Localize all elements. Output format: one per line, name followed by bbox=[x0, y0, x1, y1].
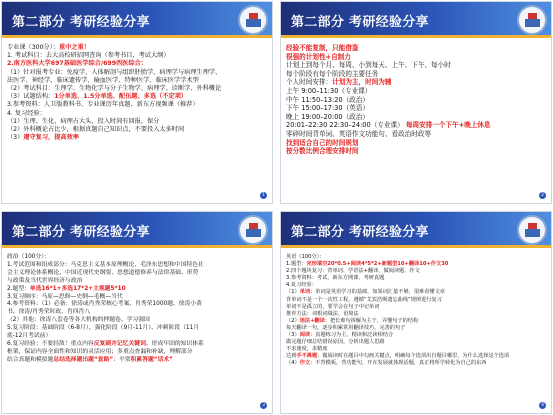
text-run: 完形填空20*0.5+阅读4*5*2+新题型10+翻译10+作文30 bbox=[306, 261, 449, 268]
slide-header bbox=[2, 2, 272, 38]
text-run: 结合真题和模拟题 bbox=[7, 356, 54, 363]
body-line bbox=[7, 60, 268, 68]
text-run: 推荐方法：词根词缀法、语境法 bbox=[286, 310, 359, 317]
body-line bbox=[286, 325, 547, 332]
text-run: 每个阶段有每个阶段的主要任务 bbox=[286, 69, 379, 78]
text-run: 3.参考资料：考试、新东方网课、考研真题 bbox=[286, 275, 385, 282]
body-line bbox=[7, 286, 268, 294]
text-run: 计划上到每个月、每周、小到每天、上午、下午、每小时 bbox=[286, 61, 451, 70]
university-logo-icon bbox=[238, 5, 268, 35]
body-line bbox=[286, 318, 547, 325]
body-line bbox=[286, 44, 547, 53]
text-run: 政治（100分）： bbox=[7, 254, 50, 260]
text-run: 1.考试范围和组成部分：马克思主义基本原理概论、毛泽东思想和中国特色社 bbox=[7, 261, 204, 268]
text-run: 总结选择题出题“套路” bbox=[53, 356, 114, 363]
body-line bbox=[7, 333, 268, 341]
body-line bbox=[286, 53, 547, 62]
text-run: 单词不是孤立的，要学会在句子中记单词 bbox=[286, 303, 380, 310]
slide-title: 第二部分 考研经验分享 bbox=[12, 15, 150, 30]
text-run: 每周安排一个下午+晚上休息 bbox=[403, 121, 491, 130]
body-line bbox=[286, 360, 547, 367]
page-number: 4 bbox=[539, 402, 546, 409]
text-run: 6.复习经验：不要轻敌！重点内容 bbox=[7, 340, 94, 347]
university-logo-icon bbox=[517, 5, 547, 35]
text-run: 零碎时间背单词、英语作文功能句、看政治时政等 bbox=[286, 129, 432, 138]
text-run: ：单词是英语学习的基础，如果词汇量不够，很难看懂文章 bbox=[310, 289, 445, 296]
text-run: 4. 复习经验： bbox=[7, 109, 46, 117]
body-line bbox=[7, 69, 268, 77]
body-line bbox=[286, 297, 547, 304]
page-number: 2 bbox=[539, 192, 546, 199]
body-line bbox=[286, 61, 547, 70]
body-line bbox=[286, 275, 547, 282]
text-run: 不求速度，求精度 bbox=[286, 346, 328, 353]
university-logo-icon bbox=[517, 215, 547, 245]
text-run: 语法+翻译 bbox=[299, 317, 325, 324]
text-run: 4.复习经验： bbox=[286, 282, 317, 289]
slide-title: 第二部分 考研经验分享 bbox=[291, 15, 429, 30]
page-number: 3 bbox=[260, 402, 267, 409]
text-run: 背单词不是一个一次性工程，遵循“艾宾浩斯遗忘曲线”规律进行复习 bbox=[286, 296, 442, 303]
text-run: 个人时间安排： bbox=[286, 78, 333, 87]
body-line bbox=[7, 317, 268, 325]
text-run: （2）考试科目：生理学、生物化学与分子生物学、病理学、诊断学、外科概论 bbox=[7, 85, 222, 93]
text-run: （1）生理、生化、病理占大头，投入时间有回报，保分 bbox=[7, 117, 160, 125]
text-run: ：把长难句拆解为主干，弄懂句子的结构 bbox=[324, 317, 419, 324]
body-line bbox=[7, 341, 268, 349]
body-line bbox=[7, 278, 268, 286]
slide-title: 第二部分 考研经验分享 bbox=[12, 225, 150, 240]
body-line bbox=[7, 118, 268, 126]
text-run: 3.参考资料：人卫版教科书、专业课历年真题、新东方视频课（推荐） bbox=[7, 101, 199, 109]
body-line bbox=[7, 85, 268, 93]
text-run: 中午 11:50–13:20（政治） bbox=[286, 95, 369, 104]
text-run: 手不离题 bbox=[296, 353, 318, 360]
body-line bbox=[7, 101, 268, 109]
text-run: 书、徐涛/肖秀荣时政、肖四肖八 bbox=[7, 309, 91, 316]
text-run: ：做阅读时在题目中勾画关键点，明确每个选项出自题目哪里，为什么选择这个选项 bbox=[317, 353, 510, 360]
text-run: 遵守复习，提高效率 bbox=[23, 134, 79, 142]
text-run: 积累答题“话术” bbox=[130, 356, 173, 363]
text-run: 20:01–22:30 22:30–24:00（专业课） bbox=[286, 121, 404, 130]
text-run: 5.复习阶段：基础阶段（6-8月）、强化阶段（9月-11月）、冲刺阶段（11月 bbox=[7, 325, 200, 332]
text-run: ：平常 bbox=[113, 356, 131, 363]
text-run: 很强的计划性+自制力 bbox=[286, 52, 351, 61]
text-run: 做完题仔细总结错误原因，分析出题人思路 bbox=[286, 339, 385, 346]
text-run: 1.题型： bbox=[286, 261, 307, 268]
text-run: （1）针对报考专业：免疫学、人体解剖与组织胚胎学、病理学与病理生理学、 bbox=[7, 68, 222, 76]
header-stripe bbox=[281, 245, 551, 248]
text-run: 3.复习顺序：马原—思修—史纲—毛概—当代 bbox=[7, 293, 123, 300]
text-run: 底-12月考试前） bbox=[7, 333, 52, 340]
body-line bbox=[7, 325, 268, 333]
text-run: 重中之重！ bbox=[59, 44, 90, 51]
text-run: 上午 9:00–11:30（专业课） bbox=[286, 86, 372, 95]
text-run: 。形成牢固的知识体系 bbox=[145, 340, 204, 347]
header-stripe bbox=[2, 245, 272, 248]
header-stripe bbox=[2, 35, 272, 38]
slide-1[interactable] bbox=[1, 1, 273, 204]
text-run: （3） bbox=[286, 332, 300, 339]
text-run: 英语（100分）： bbox=[286, 254, 325, 260]
page-number: 1 bbox=[260, 192, 267, 199]
text-run: （2）其他：徐涛八套卷等各大机构的押题卷、学习强国 bbox=[7, 317, 150, 324]
slide-4[interactable] bbox=[280, 211, 552, 414]
body-line bbox=[7, 77, 268, 85]
slide-header bbox=[281, 2, 551, 38]
text-run: 反复刷并记忆关键词 bbox=[93, 340, 146, 347]
slide-body bbox=[7, 44, 268, 142]
text-run: 经验不能复制，只能借鉴 bbox=[286, 44, 359, 52]
body-line bbox=[286, 311, 547, 318]
slide-body bbox=[286, 254, 547, 368]
text-run: 找到适合自己的时间规划 bbox=[286, 138, 359, 147]
slide-title: 第二部分 考研经验分享 bbox=[291, 225, 429, 240]
text-run: 专业课（300分）： bbox=[7, 44, 60, 51]
slide-3[interactable] bbox=[1, 211, 273, 414]
body-line bbox=[286, 104, 547, 113]
body-line bbox=[286, 147, 547, 156]
text-run: ：不背模板，背功能句，开在发展就体现话题，真正将所学转化为自己的东西 bbox=[310, 360, 487, 367]
text-run: 会主义理论体系概论、中国近现代史纲要、思想道德修养与法律基础、形势 bbox=[7, 269, 199, 276]
text-run: （4） bbox=[286, 360, 300, 367]
text-run: ：真题练习为主，精读和泛读相结合 bbox=[310, 332, 394, 339]
text-run: 下午 15:00–17:30（英语） bbox=[286, 104, 369, 113]
text-run: （1） bbox=[286, 289, 300, 296]
text-run: 与政策及当代世界经济与政治 bbox=[7, 277, 83, 284]
body-line bbox=[286, 87, 547, 96]
body-line bbox=[7, 254, 268, 262]
body-line bbox=[7, 357, 268, 365]
text-run: （2）外科概论占比少，根据真题自己知识点，不要投入太多时间 bbox=[7, 126, 185, 134]
slide-header bbox=[2, 212, 272, 248]
text-run: （3）试题结构： bbox=[7, 93, 55, 101]
text-run: 4.参考资料：（1）必备：徐涛或肖秀荣核心考案、肖秀荣1000题、徐涛小黄 bbox=[7, 301, 202, 308]
body-line bbox=[286, 130, 547, 139]
body-line bbox=[7, 126, 268, 134]
body-line bbox=[286, 121, 547, 130]
body-line bbox=[7, 110, 268, 118]
text-run: 作文 bbox=[299, 360, 311, 367]
text-run: 每天翻译一句，逐步积累常用翻译技巧，完善的句子 bbox=[286, 324, 406, 331]
body-line bbox=[286, 96, 547, 105]
slide-body bbox=[286, 44, 547, 156]
text-run: 2.四个题块复习：背单词、学语法+翻译、做阅读题、作文 bbox=[286, 268, 420, 275]
body-line bbox=[286, 289, 547, 296]
text-run: 单词 bbox=[299, 289, 311, 296]
text-run: 单选16*1+多选17*2+主观题5*10 bbox=[29, 285, 126, 292]
text-run: 达到 bbox=[286, 353, 297, 360]
text-run: 1. 考试科目：去大高校研招网查询（参考书目，考试大纲） bbox=[7, 52, 170, 60]
text-run: 按分数比例合理安排时间 bbox=[286, 147, 359, 156]
text-run: 框架，保证内容全面性和知识的灵活应用；多重点查漏和补缺，理解部分 bbox=[7, 348, 193, 355]
slide-2[interactable] bbox=[280, 1, 552, 204]
body-line bbox=[286, 139, 547, 148]
body-line bbox=[286, 78, 547, 87]
university-logo-icon bbox=[238, 215, 268, 245]
text-run: （3） bbox=[7, 134, 24, 142]
header-stripe bbox=[281, 35, 551, 38]
body-line bbox=[7, 44, 268, 52]
slide-header bbox=[281, 212, 551, 248]
text-run: 2.南方医科大学697基础医学综合/699西医综合： bbox=[7, 60, 147, 68]
text-run: 法医学、神经学、临床遗传学、输血医学、特种医学、临床医学学术型 bbox=[7, 76, 199, 84]
body-line bbox=[7, 270, 268, 278]
body-line bbox=[7, 262, 268, 270]
text-run: 2.题型： bbox=[7, 285, 30, 292]
text-run: （2） bbox=[286, 317, 300, 324]
body-line bbox=[7, 349, 268, 357]
slide-body bbox=[7, 254, 268, 365]
body-line bbox=[286, 304, 547, 311]
text-run: 1分单选、1.5分单选、配伍题、多选（不定项） bbox=[54, 93, 188, 101]
text-run: 计划为主，时间为辅 bbox=[332, 78, 392, 87]
body-line bbox=[7, 134, 268, 142]
text-run: 晚上 19:00–20:00（政治） bbox=[286, 112, 369, 121]
text-run: 阅读 bbox=[299, 332, 311, 339]
